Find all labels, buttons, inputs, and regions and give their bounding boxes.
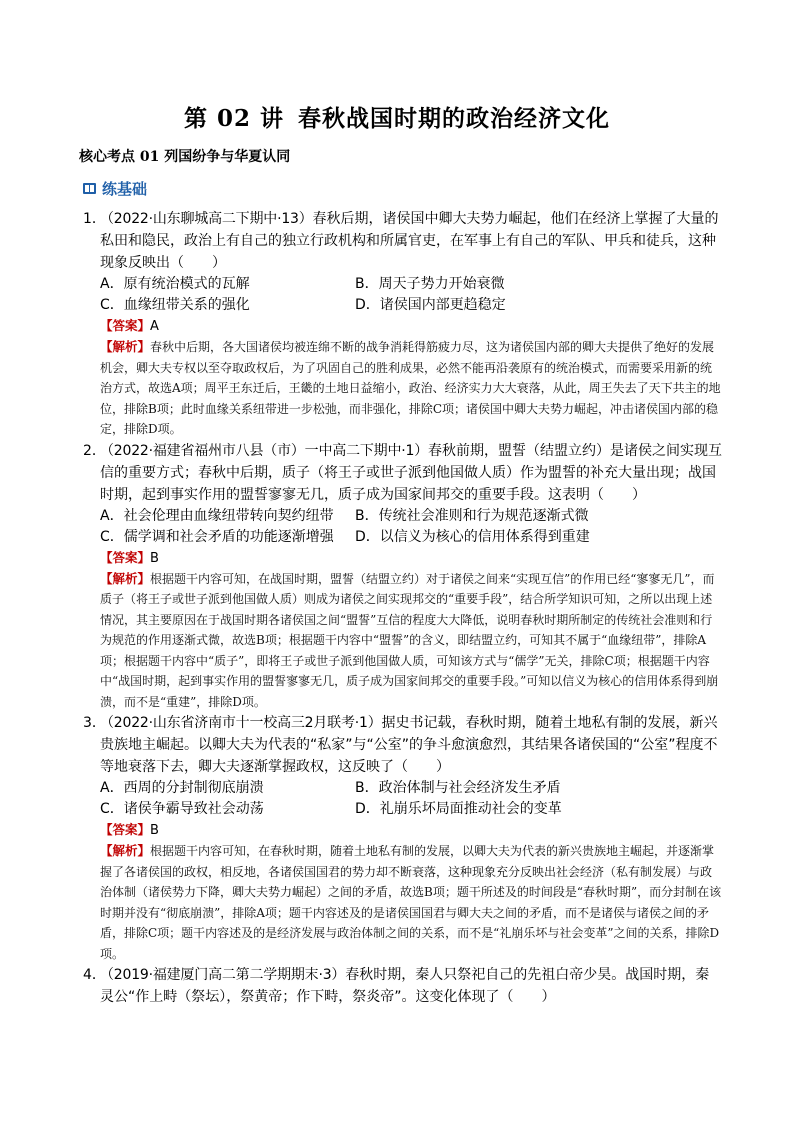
question-text: 春秋后期，诸侯国中卿大夫势力崛起，他们在经济上掌握了大量的私田和隐民，政治上有自己的独立行政机构和所属官吏，在军事上有自己的军队、甲兵和徒兵，这种现象反映出（ ） [100,211,719,271]
option-grid [83,778,723,820]
question-stem [83,712,723,778]
answer-line [83,548,723,569]
answer-value: B [150,550,159,566]
practice-heading [82,178,147,199]
book-icon [82,181,97,196]
option-d: D．诸侯国内部更趋稳定 [355,297,506,313]
analysis-tag: 【解析】 [100,843,151,858]
section-title: 核心考点 01 列国纷争与华夏认同 [79,149,291,165]
question-stem [83,208,723,274]
option-b: B．周天子势力开始衰微 [355,276,505,292]
question-text: 春秋时期，秦人只祭祀自己的先祖白帝少昊。战国时期，秦灵公“作上畤（祭坛），祭黄帝；作下畤，祭炎帝”。这变化体现了（ ） [100,967,710,1005]
option-c: C．诸侯争霸导致社会动荡 [100,801,264,817]
question-source: （2022·山东聊城高二下期中·13） [100,211,313,227]
option-grid [83,274,723,316]
lecture-number: 第 02 讲 [183,105,285,132]
question-number: 4． [83,967,106,983]
option-grid [83,506,723,548]
question-stem [83,964,723,1008]
analysis-text: 根据题干内容可知，在春秋时期，随着土地私有制的发展，以卿大夫为代表的新兴贵族地主崛起，并逐渐掌握了各诸侯国的政权，相反地，各诸侯国国君的势力却不断衰落，这种现象充分反映出社会经济（私有制发展）与政治体制（诸侯势力下降，卿大夫势力崛起）之间的矛盾，故选B项；题干所述及的时间段是“春秋时期”，而分封制在该时期并没有“彻底崩溃”，排除A项；题干内容述及的是诸侯国国君与卿大夫之间的矛盾，而不是诸侯与诸侯之间的矛盾，排除C项；题干内容述及的是经济发展与政治体制之间的关系，而不是“礼崩乐坏与社会变革”之间的关系，排除D项。 [100,844,722,961]
answer-value: B [150,823,159,838]
analysis-text: 根据题干内容可知，在战国时期，盟誓（结盟立约）对于诸侯之间来“实现互信”的作用已经“寥寥无几”，而质子（将王子或世子派到他国做人质）则成为诸侯之间实现邦交的“重要手段”，结合所学知识可知，之所以出现上述情况，其主要原因在于战国时期各诸侯国之间“盟誓”互信的程度大大降低，说明春秋时期所制定的传统社会准则和行为规范的作用逐渐式微，故选B项；根据题干内容中“盟誓”的含义，即结盟立约，可知其不属于“血缘纽带”，排除A项；根据题干内容中“质子”，即将王子或世子派到他国做人质，可知该方式与“儒学”无关，排除C项；根据题干内容中“战国时期，起到事实作用的盟誓寥寥无几，质子成为国家间邦交的重要手段。”可知以信义为核心的信用体系得到崩溃，而不是“重建”，排除D项。 [100,571,719,709]
answer-value: A [150,319,159,334]
option-b: B．传统社会准则和行为规范逐渐式微 [355,507,589,524]
analysis-text: 春秋中后期，各大国诸侯均被连绵不断的战争消耗得筋疲力尽，这为诸侯国内部的卿大夫提供了绝好的发展机会，卿大夫专权以至夺取政权后，为了巩固自己的胜利成果，必然不能再沿袭原有的统治模式，而需要采用新的统治方式，故选A项；周平王东迁后，王畿的土地日益缩小，政治、经济实力大大衰落，从此，周王失去了天下共主的地位，排除B项；此时血缘关系纽带进一步松弛，而非强化，排除C项；诸侯国中卿大夫势力崛起，冲击诸侯国内部的稳定，排除D项。 [100,340,721,436]
question-text: 春秋前期，盟誓（结盟立约）是诸侯之间实现互信的重要方式；春秋中后期，质子（将王子或世子派到他国做人质）作为盟誓的补充大量出现；战国时期，起到事实作用的盟誓寥寥无几，质子成为国家间邦交的重要手段。这表明（ ） [100,442,723,503]
question-source: （2022·福建省福州市八县（市）一中高二下期中·1） [100,442,429,459]
analysis-block [83,337,723,440]
option-a: A．原有统治模式的瓦解 [100,276,250,292]
option-c: C．儒学调和社会矛盾的功能逐渐增强 [100,528,334,545]
question-number: 3． [83,715,106,731]
answer-tag: 【答案】 [100,318,151,333]
question-source: （2022·山东省济南市十一校高三2月联考·1） [100,715,382,731]
answer-tag: 【答案】 [100,822,151,837]
answer-line [83,820,723,841]
analysis-block [83,569,723,713]
option-d: D．以信义为核心的信用体系得到重建 [355,528,590,545]
question-source: （2019·福建厦门高二第二学期期末·3） [100,967,346,983]
option-b: B．政治体制与社会经济发生矛盾 [355,780,561,796]
page-title [0,100,794,133]
question-text: 据史书记载，春秋时期，随着土地私有制的发展，新兴贵族地主崛起。以卿大夫为代表的“私家”与“公室”的争斗愈演愈烈，其结果各诸侯国的“公室”程度不等地衰落下去，卿大夫逐渐掌握政权，这反映了（ ） [100,715,718,775]
analysis-tag: 【解析】 [100,339,151,354]
practice-label: 练基础 [102,180,148,198]
answer-tag: 【答案】 [100,549,151,565]
question-stem [83,440,723,506]
answer-line [83,316,723,337]
option-a: A．社会伦理由血缘纽带转向契约纽带 [100,507,334,524]
question-number: 1． [83,211,106,227]
question-number: 2． [83,442,106,459]
question-list [83,208,723,1008]
lecture-title: 春秋战国时期的政治经济文化 [298,105,611,132]
option-d: D．礼崩乐坏局面推动社会的变革 [355,801,562,817]
analysis-block [83,841,723,964]
option-a: A．西周的分封制彻底崩溃 [100,780,264,796]
analysis-tag: 【解析】 [100,570,151,586]
option-c: C．血缘纽带关系的强化 [100,297,250,313]
